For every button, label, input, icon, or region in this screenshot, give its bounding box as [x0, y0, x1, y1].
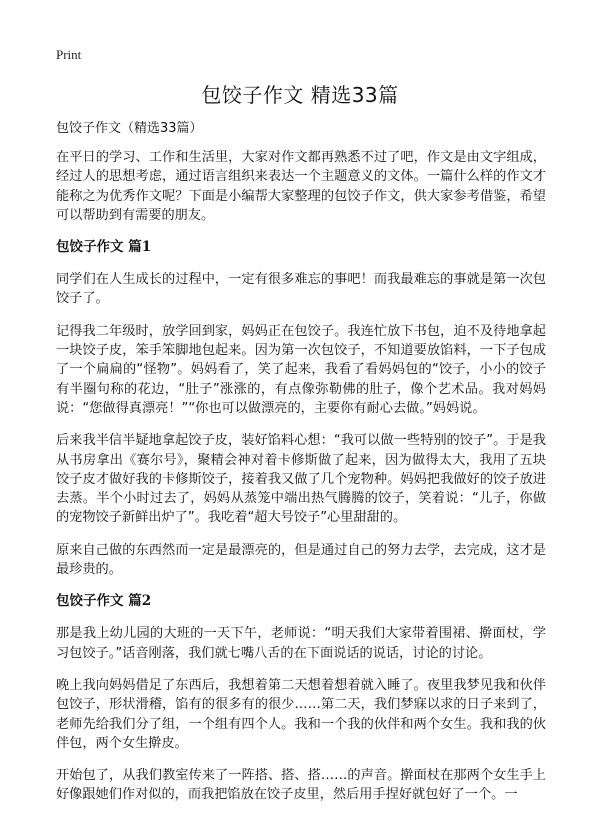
section-1-paragraph: 记得我二年级时，放学回到家，妈妈正在包饺子。我连忙放下书包，迫不及待地拿起一块饺子皮，笨手笨脚地包起来。因为第一次包饺子，不知道要放馅料，一下子包成了一个扁扁的“怪物”。妈妈看了，笑了起来，我看了看妈妈包的“饺子，小小的饺子有半圈句称的花边，“肚子”涨涨的，有点像弥勒佛的肚子，像个艺术品。我对妈妈说：“您做得真漂亮！”“你也可以做漂亮的，主要你有耐心去做。”妈妈说。 — [56, 323, 546, 416]
page-title: 包饺子作文 精选33篇 — [201, 83, 399, 107]
section-1-paragraph: 原来自己做的东西然而一定是最漂亮的，但是通过自己的努力去学，去完成，这才是最珍贵的。 — [56, 542, 546, 578]
section-heading-2: 包饺子作文 篇2 — [56, 593, 152, 610]
intro-paragraph: 在平日的学习、工作和生活里，大家对作文都再熟悉不过了吧，作文是由文字组成，经过人的思想考虑，通过语言组织来表达一个主题意义的文体。一篇什么样的作文才能称之为优秀作文呢？下面是小编帮大家整理的包饺子作文，供大家参考借鉴，希望可以帮助到有需要的朋友。 — [56, 150, 546, 223]
article-body — [56, 119, 546, 818]
article-subtitle: 包饺子作文（精选33篇） — [56, 121, 203, 136]
section-heading-1: 包饺子作文 篇1 — [56, 239, 152, 256]
section-2-paragraph: 开始包了，从我们教室传来了一阵搭、搭、搭……的声音。擀面杖在那两个女生手上好像跟她们作对似的，而我把馅放在饺子皮里，然后用手捏好就包好了一个。一 — [56, 768, 546, 803]
section-2-paragraph: 晚上我向妈妈借足了东西后，我想着第二天想着想着就入睡了。夜里我梦见我和伙伴包饺子，形状滑稽，馅有的很多有的很少……第二天，我们梦寐以求的日子来到了，老师先给我们分了组，一个组有四个人。我和一个我的伙伴和两个女生。我和我的伙伴包，两个女生擀皮。 — [56, 677, 546, 751]
section-2-paragraph: 那是我上幼儿园的大班的一天下午，老师说：“明天我们大家带着围裙、擀面杖，学习包饺子。”话音刚落，我们就七嘴八舌的在下面说话的说话，讨论的讨论。 — [56, 626, 546, 661]
section-1-paragraph: 同学们在人生成长的过程中，一定有很多难忘的事吧！而我最难忘的事就是第一次包饺子了。 — [56, 272, 546, 307]
print-link[interactable]: Print — [56, 47, 82, 62]
section-1-paragraph: 后来我半信半疑地拿起饺子皮，装好馅料心想：“我可以做一些特别的饺子”。于是我从书房拿出《赛尔号》，聚精会神对着卡修斯做了起来，因为做得太大，我用了五块饺子皮才做好我的卡修斯饺子，接着我又做了几个宠物种。妈妈把我做好的饺子放进去蒸。半个小时过去了，妈妈从蒸笼中端出热气腾腾的饺子，笑着说：“儿子，你做的宠物饺子新鲜出炉了”。我吃着“超大号饺子”心里甜甜的。 — [56, 433, 546, 526]
